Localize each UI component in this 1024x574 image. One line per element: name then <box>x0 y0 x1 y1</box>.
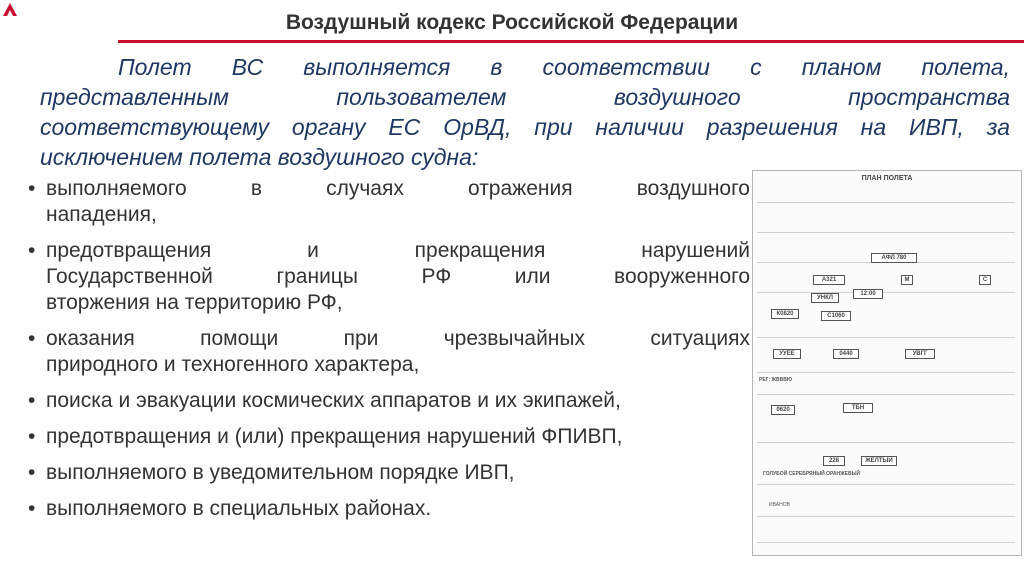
form-divider <box>757 515 1015 517</box>
intro-line: представленным пользователем воздушного пространства <box>40 84 1010 110</box>
form-field: ЖЕЛТЫЙ <box>861 456 897 466</box>
form-field: ГОЛУБОЙ СЕРЕБРЯНЫЙ ОРАНЖЕВЫЙ <box>763 471 861 477</box>
form-field: ТБН <box>843 403 873 413</box>
list-item-line: нападения, <box>46 203 157 226</box>
flight-plan-form-image <box>752 170 1022 556</box>
list-item-line: • поиска и эвакуации космических аппаратов и их экипажей, <box>46 389 621 412</box>
form-field: УВГГ <box>905 349 935 359</box>
list-item <box>26 460 750 486</box>
form-divider <box>757 201 1015 203</box>
form-field: А321 <box>813 275 845 285</box>
list-item <box>26 326 750 378</box>
intro-line: соответствующему органу ЕС ОрВД, при наличии разрешения на ИВП, за <box>40 114 1010 140</box>
list-item <box>26 176 750 228</box>
exception-list <box>26 176 750 532</box>
intro-line: Полет ВС выполняется в соответствии с планом полета, <box>118 54 1010 80</box>
form-divider <box>757 336 1015 338</box>
form-field: АФЛ 780 <box>871 253 917 263</box>
list-item-line: вторжения на территорию РФ, <box>46 291 343 314</box>
form-field: С <box>979 275 991 285</box>
form-divider <box>757 541 1015 543</box>
list-item-line: Государственной границы РФ или вооруженного <box>46 265 750 288</box>
intro-paragraph <box>40 52 1010 172</box>
list-item <box>26 496 750 522</box>
form-divider <box>757 483 1015 485</box>
form-field: РЕГ: ЖВВВЮ <box>759 377 793 383</box>
form-header: ПЛАН ПОЛЕТА <box>861 175 913 182</box>
form-field: 12:00 <box>853 289 883 299</box>
form-divider <box>757 441 1015 443</box>
form-divider <box>757 371 1015 373</box>
form-field: УУЕЕ <box>773 349 801 359</box>
form-field: 0620 <box>771 405 795 415</box>
form-divider <box>757 291 1015 293</box>
list-item-line: • предотвращения и прекращения нарушений <box>46 239 750 262</box>
form-divider <box>757 231 1015 233</box>
form-field: М <box>901 275 913 285</box>
list-item-line: • предотвращения и (или) прекращения нарушений ФПИВП, <box>46 425 623 448</box>
form-divider <box>757 393 1015 395</box>
list-item <box>26 424 750 450</box>
list-item-line: • выполняемого в уведомительном порядке ИВП, <box>46 461 515 484</box>
list-item <box>26 238 750 316</box>
form-field: ИВАНОВ <box>769 502 790 508</box>
intro-line: исключением полета воздушного судна: <box>40 144 479 170</box>
list-item <box>26 388 750 414</box>
form-field: УНКЛ <box>811 293 839 303</box>
form-field: С1060 <box>821 311 851 321</box>
list-item-line: • выполняемого в специальных районах. <box>46 497 432 520</box>
page-title: Воздушный кодекс Российской Федерации <box>285 11 739 34</box>
list-item-line: • оказания помощи при чрезвычайных ситуациях <box>46 327 750 350</box>
list-item-line: природного и техногенного характера, <box>46 353 420 376</box>
list-item-line: • выполняемого в случаях отражения воздушного <box>46 177 750 200</box>
form-field: 228 <box>823 456 845 466</box>
form-field: К0820 <box>771 309 799 319</box>
form-field: 0440 <box>833 349 859 359</box>
title-underline <box>118 40 1024 43</box>
